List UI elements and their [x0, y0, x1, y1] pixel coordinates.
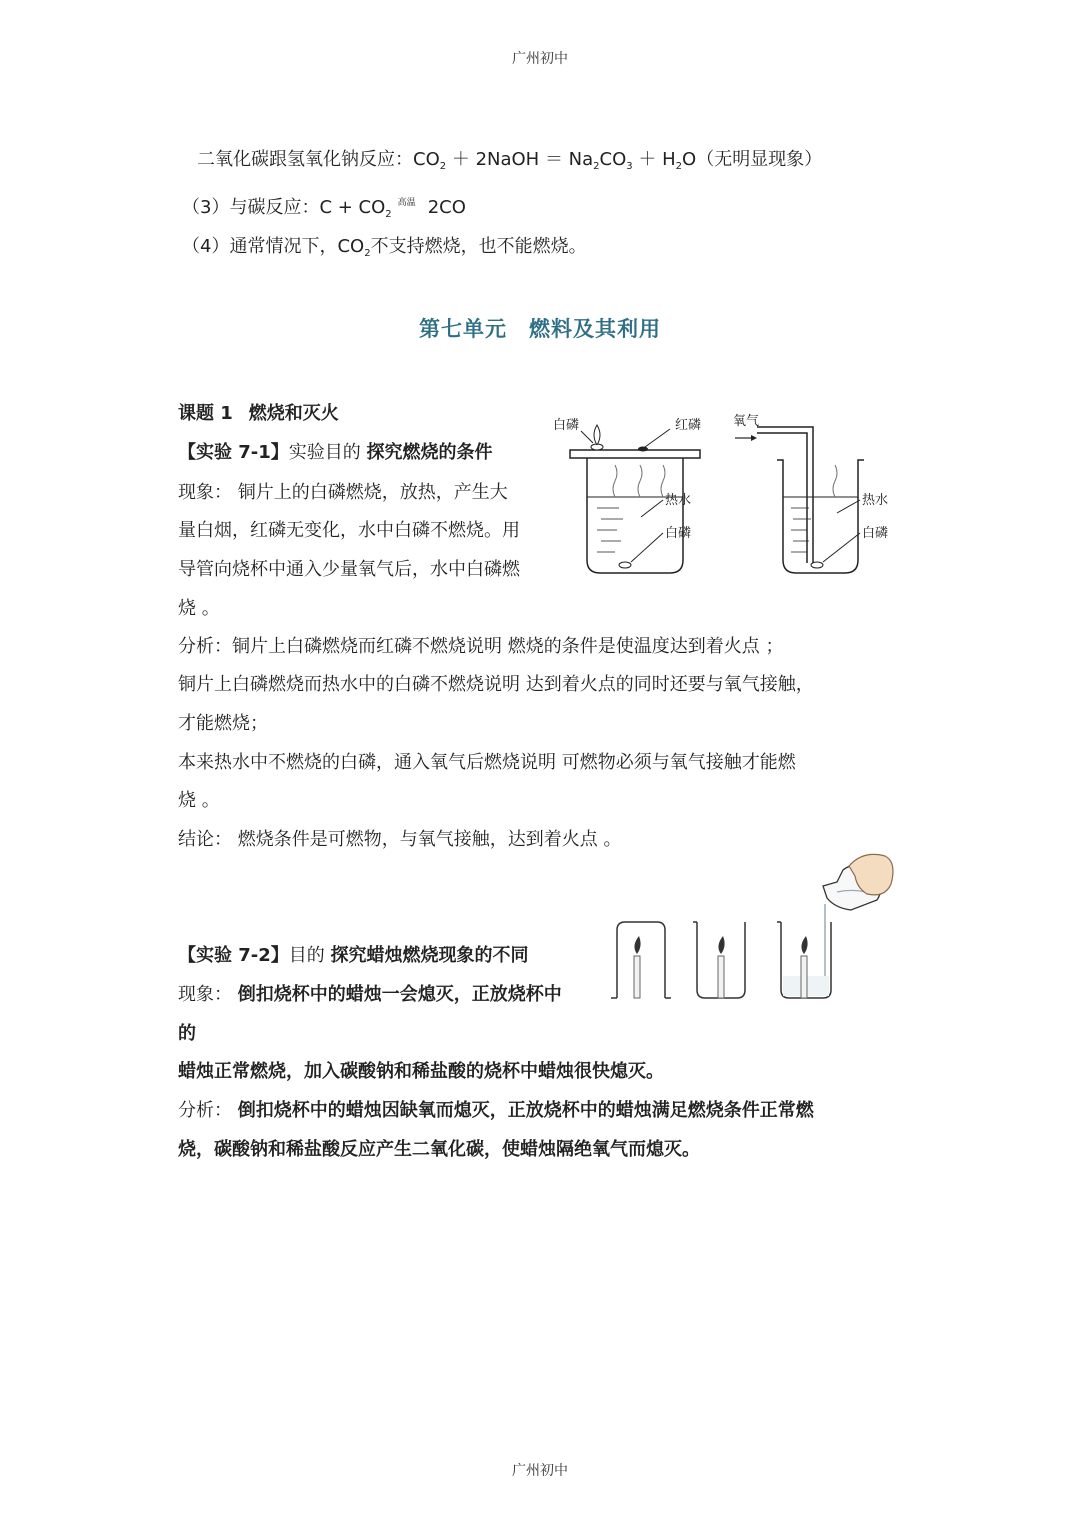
exp1-analysis-4: 本来热水中不燃烧的白磷，通入氧气后燃烧说明 可燃物必须与氧气接触才能燃	[178, 752, 796, 773]
exp1-analysis-2: 铜片上白磷燃烧而热水中的白磷不燃烧说明 达到着火点的同时还要与氧气接触，	[178, 674, 814, 695]
reaction-beaker	[777, 904, 831, 998]
naoh-sub-1: 2	[439, 161, 447, 172]
naoh-sub-2: 2	[593, 161, 600, 172]
carbon-reaction-line	[182, 193, 466, 220]
carbon-prefix: （3）与碳反应：C + CO	[182, 197, 386, 218]
exp1-heading	[178, 438, 493, 464]
exp2-heading	[178, 941, 529, 967]
flame-icon	[718, 936, 724, 954]
exp1-goal-label: 实验目的	[288, 442, 361, 463]
naoh-part-4: ＋ H	[632, 149, 676, 170]
lesson-title	[178, 399, 339, 425]
white-phosphorus-label-2: 白磷	[862, 526, 889, 541]
exp2-phenomenon-text: 倒扣烧杯中的蜡烛一会熄灭，正放烧杯中	[237, 984, 562, 1005]
exp2-analysis-label: 分析：	[178, 1100, 232, 1121]
exp1-conclusion: 结论： 燃烧条件是可燃物，与氧气接触，达到着火点 。	[178, 829, 622, 850]
exp1-phenomenon-2: 量白烟，红磷无变化，水中白磷不燃烧。用	[178, 520, 520, 541]
exp2-phenomenon-label: 现象：	[178, 984, 232, 1005]
arrow-right-icon	[751, 435, 757, 441]
candle	[634, 956, 640, 998]
red-phosphorus-label: 红磷	[675, 418, 702, 433]
carbon-sub: 2	[385, 209, 392, 220]
exp1-analysis-5: 烧 。	[178, 790, 220, 811]
exp2-label: 【实验 7-2】	[178, 945, 289, 966]
inverted-beaker	[611, 922, 671, 998]
exp1-phenomenon-1: 现象： 铜片上的白磷燃烧，放热，产生大	[178, 482, 508, 503]
exp2-phenomenon-1	[178, 980, 562, 1006]
co2-rest: 不支持燃烧，也不能燃烧。	[370, 236, 587, 257]
exp1-analysis-1: 分析：铜片上白磷燃烧而红磷不燃烧说明 燃烧的条件是使温度达到着火点 ；	[178, 636, 784, 657]
naoh-reaction-line	[197, 145, 822, 172]
exp1-phenomenon-3: 导管向烧杯中通入少量氧气后，水中白磷燃	[178, 559, 520, 580]
flame-icon	[594, 425, 600, 445]
exp2-analysis-text: 倒扣烧杯中的蜡烛因缺氧而熄灭，正放烧杯中的蜡烛满足燃烧条件正常燃	[237, 1100, 814, 1121]
exp2-phenomenon-2: 的	[178, 1023, 196, 1044]
unit-name: 燃料及其利用	[529, 317, 661, 341]
hot-water-label-2: 热水	[862, 493, 889, 508]
exp2-phenomenon-3: 蜡烛正常燃烧，加入碳酸钠和稀盐酸的烧杯中蜡烛很快熄灭。	[178, 1061, 664, 1082]
unit-number: 第七单元	[419, 317, 507, 341]
lesson-name: 燃烧和灭火	[248, 403, 339, 424]
white-phosphorus-in-water-label: 白磷	[665, 526, 692, 541]
page-header: 广州初中	[512, 51, 568, 67]
exp2-goal: 探究蜡烛燃烧现象的不同	[330, 945, 529, 966]
naoh-sub-4: 2	[675, 161, 683, 172]
exp2-analysis-2: 烧，碳酸钠和稀盐酸反应产生二氧化碳，使蜡烛隔绝氧气而熄灭。	[178, 1139, 700, 1160]
page-footer: 广州初中	[512, 1463, 568, 1479]
carbon-result: 2CO	[427, 197, 466, 218]
white-phosphorus-label: 白磷	[553, 418, 580, 433]
flame-icon	[634, 936, 640, 954]
candle	[801, 956, 807, 998]
exp2-analysis-1	[178, 1096, 814, 1122]
hot-water-label: 热水	[665, 493, 692, 508]
naoh-prefix: 二氧化碳跟氢氧化钠反应：CO	[197, 149, 440, 170]
naoh-sub-3: 3	[626, 161, 633, 172]
beaker-with-copper-plate	[553, 417, 701, 573]
copper-plate	[570, 450, 700, 458]
naoh-part-2: ＋ 2NaOH ＝ Na	[446, 149, 594, 170]
exp1-phenomenon-4: 烧 。	[178, 598, 220, 619]
naoh-part-5: O（无明显现象）	[682, 149, 823, 170]
reaction-condition: 高温	[397, 198, 416, 208]
beaker-with-oxygen-tube	[733, 414, 888, 573]
co2-prefix: （4）通常情况下，CO	[182, 236, 365, 257]
exp1-label: 【实验 7-1】	[178, 442, 289, 463]
unit-title	[0, 313, 1080, 343]
upright-beaker	[693, 922, 745, 998]
naoh-part-3: CO	[599, 149, 627, 170]
candle-experiment-figure	[605, 848, 895, 1008]
co2-property-line	[182, 232, 587, 259]
candle	[718, 956, 724, 998]
lesson-number: 课题 1	[178, 403, 233, 424]
exp2-goal-label: 目的	[288, 945, 325, 966]
combustion-conditions-figure	[545, 405, 890, 585]
pouring-flask	[823, 854, 893, 910]
flame-icon	[801, 936, 807, 954]
exp1-goal: 探究燃烧的条件	[366, 442, 493, 463]
gas-tube	[757, 427, 813, 563]
oxygen-label: 氧气	[733, 414, 760, 429]
co2-sub: 2	[364, 248, 371, 259]
exp1-analysis-3: 才能燃烧；	[178, 713, 268, 734]
